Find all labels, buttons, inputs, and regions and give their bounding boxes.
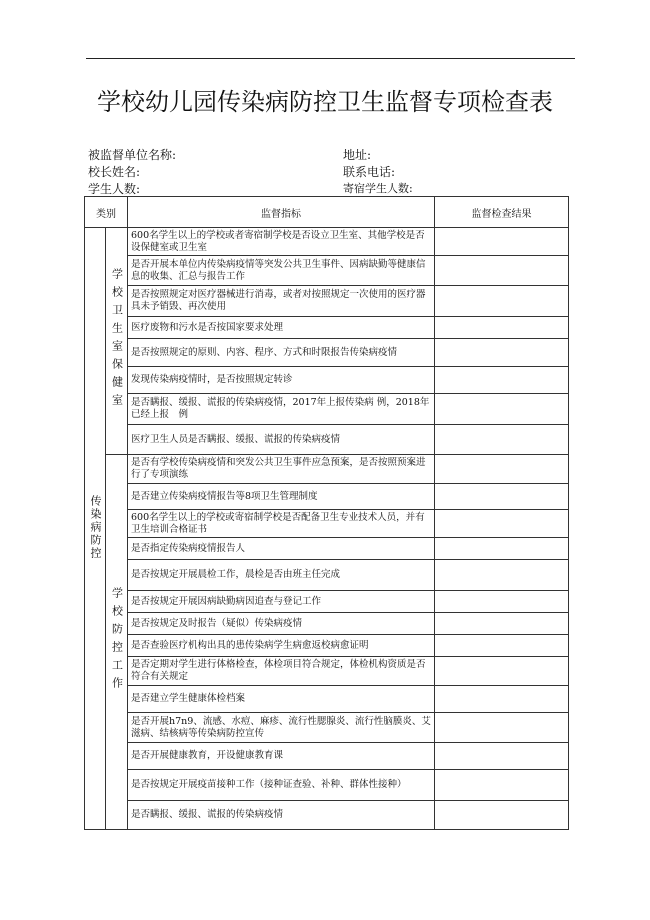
page-title: 学校幼儿园传染病防控卫生监督专项检查表 bbox=[97, 88, 553, 116]
result-cell[interactable] bbox=[435, 317, 569, 339]
table-row bbox=[85, 591, 569, 613]
address-label: 地址: bbox=[343, 148, 372, 162]
table-row bbox=[85, 686, 569, 713]
table-row bbox=[85, 743, 569, 770]
group-school-cell bbox=[106, 455, 128, 830]
principal-name-label: 校长姓名: bbox=[88, 165, 141, 179]
table-row bbox=[85, 770, 569, 801]
indicator-item: 是否瞒报、缓报、谎报的传染病疫情 bbox=[128, 801, 435, 830]
inspection-table bbox=[84, 196, 569, 830]
phone-label: 联系电话: bbox=[343, 165, 396, 179]
result-cell[interactable] bbox=[435, 713, 569, 743]
result-cell[interactable] bbox=[435, 228, 569, 256]
result-cell[interactable] bbox=[435, 425, 569, 455]
result-cell[interactable] bbox=[435, 657, 569, 686]
table-row bbox=[85, 455, 569, 484]
table-row bbox=[85, 713, 569, 743]
result-cell[interactable] bbox=[435, 635, 569, 657]
group-clinic-label: 学校卫生室保健室 bbox=[110, 267, 124, 412]
result-cell[interactable] bbox=[435, 770, 569, 801]
result-cell[interactable] bbox=[435, 394, 569, 425]
result-cell[interactable] bbox=[435, 484, 569, 510]
indicator-item: 是否开展本单位内传染病疫情等突发公共卫生事件、因病缺勤等健康信息的收集、汇总与报告工作 bbox=[128, 256, 435, 286]
table-row bbox=[85, 510, 569, 538]
result-cell[interactable] bbox=[435, 367, 569, 394]
indicator-item: 医疗废物和污水是否按国家要求处理 bbox=[128, 317, 435, 339]
result-cell[interactable] bbox=[435, 743, 569, 770]
indicator-item: 是否按规定及时报告（疑似）传染病疫情 bbox=[128, 613, 435, 635]
indicator-item: 600名学生以上的学校或者寄宿制学校是否设立卫生室、其他学校是否设保健室或卫生室 bbox=[128, 228, 435, 256]
indicator-item: 是否查验医疗机构出具的患传染病学生病愈返校病愈证明 bbox=[128, 635, 435, 657]
result-cell[interactable] bbox=[435, 510, 569, 538]
table-row bbox=[85, 801, 569, 830]
indicator-item: 是否按规定开展疫苗接种工作（接种证查验、补种、群体性接种） bbox=[128, 770, 435, 801]
table-row bbox=[85, 657, 569, 686]
header-category: 类别 bbox=[85, 197, 128, 228]
category-main-label: 传染病防控 bbox=[89, 494, 102, 560]
result-cell[interactable] bbox=[435, 286, 569, 317]
indicator-item: 发现传染病疫情时，是否按照规定转诊 bbox=[128, 367, 435, 394]
indicator-item: 医疗卫生人员是否瞒报、缓报、谎报的传染病疫情 bbox=[128, 425, 435, 455]
indicator-item: 是否瞒报、缓报、谎报的传染病疫情，2017年上报传染病 例，2018年已经上报 例 bbox=[128, 394, 435, 425]
group-clinic-cell bbox=[106, 228, 128, 455]
table-row bbox=[85, 560, 569, 591]
indicator-item: 是否建立传染病疫情报告等8项卫生管理制度 bbox=[128, 484, 435, 510]
header-rule bbox=[86, 58, 575, 59]
table-row bbox=[85, 394, 569, 425]
unit-name-label: 被监督单位名称: bbox=[88, 148, 177, 162]
table-row bbox=[85, 635, 569, 657]
indicator-item: 是否开展h7n9、流感、水痘、麻疹、流行性腮腺炎、流行性脑膜炎、艾滋病、结核病等传染病防控宣传 bbox=[128, 713, 435, 743]
table-row bbox=[85, 484, 569, 510]
category-main-cell bbox=[85, 228, 106, 830]
result-cell[interactable] bbox=[435, 560, 569, 591]
indicator-item: 是否有学校传染病疫情和突发公共卫生事件应急预案，是否按照预案进行了专项演练 bbox=[128, 455, 435, 484]
table-row bbox=[85, 613, 569, 635]
indicator-item: 600名学生以上的学校或寄宿制学校是否配备卫生专业技术人员，并有卫生培训合格证书 bbox=[128, 510, 435, 538]
indicator-item: 是否定期对学生进行体格检查，体检项目符合规定，体检机构资质是否符合有关规定 bbox=[128, 657, 435, 686]
students-count-label: 学生人数: bbox=[88, 182, 141, 196]
result-cell[interactable] bbox=[435, 591, 569, 613]
table-row bbox=[85, 367, 569, 394]
indicator-item: 是否按规定开展晨检工作，晨检是否由班主任完成 bbox=[128, 560, 435, 591]
indicator-item: 是否指定传染病疫情报告人 bbox=[128, 538, 435, 560]
result-cell[interactable] bbox=[435, 686, 569, 713]
result-cell[interactable] bbox=[435, 256, 569, 286]
header-indicator: 监督指标 bbox=[128, 197, 435, 228]
table-row bbox=[85, 425, 569, 455]
header-result: 监督检查结果 bbox=[435, 197, 569, 228]
indicator-item: 是否开展健康教育，开设健康教育课 bbox=[128, 743, 435, 770]
table-row bbox=[85, 228, 569, 256]
table-row bbox=[85, 538, 569, 560]
result-cell[interactable] bbox=[435, 339, 569, 367]
result-cell[interactable] bbox=[435, 455, 569, 484]
table-row bbox=[85, 286, 569, 317]
indicator-item: 是否按规定开展因病缺勤病因追查与登记工作 bbox=[128, 591, 435, 613]
indicator-item: 是否按照规定对医疗器械进行消毒，或者对按照规定一次使用的医疗器具未予销毁、再次使用 bbox=[128, 286, 435, 317]
indicator-item: 是否按照规定的原则、内容、程序、方式和时限报告传染病疫情 bbox=[128, 339, 435, 367]
table-header-row bbox=[85, 197, 569, 228]
result-cell[interactable] bbox=[435, 801, 569, 830]
indicator-item: 是否建立学生健康体检档案 bbox=[128, 686, 435, 713]
group-school-label: 学校防控工作 bbox=[110, 586, 124, 695]
table-row bbox=[85, 339, 569, 367]
result-cell[interactable] bbox=[435, 538, 569, 560]
result-cell[interactable] bbox=[435, 613, 569, 635]
table-row bbox=[85, 256, 569, 286]
table-row bbox=[85, 317, 569, 339]
boarding-count-label: 寄宿学生人数: bbox=[343, 182, 413, 195]
